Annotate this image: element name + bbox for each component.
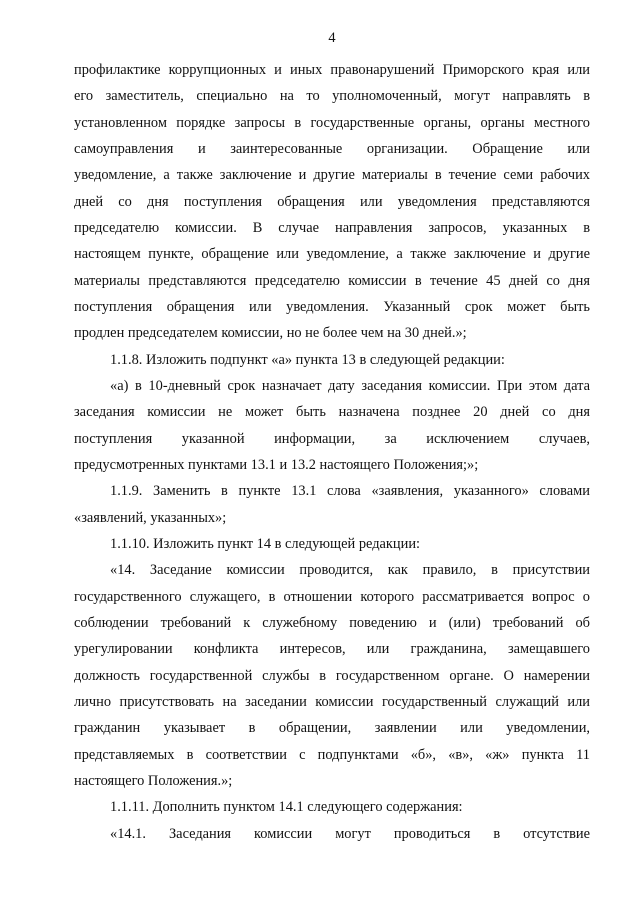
- text-line: «14. Заседание комиссии проводится, как правило, в присутствии: [110, 562, 590, 579]
- text-line: «14.1. Заседания комиссии могут проводиться в отсутствие: [110, 825, 590, 842]
- page-number: 4: [328, 30, 336, 46]
- paragraph-subitem-a: [74, 373, 590, 478]
- text-line: поступления указанной информации, за исключением случаев,: [74, 430, 590, 447]
- text-line: уведомление, а также заключение и другие материалы в течение семи рабочих: [74, 167, 590, 184]
- text-line: 1.1.11. Дополнить пунктом 14.1 следующего содержания:: [110, 799, 463, 816]
- text-line: поступления обращения или уведомления. Указанный срок может быть: [74, 298, 590, 315]
- text-line: «а) в 10-дневный срок назначает дату заседания комиссии. При этом дата: [110, 377, 590, 394]
- text-line: председателю комиссии. В случае направления запросов, указанных в: [74, 219, 590, 236]
- paragraph-1-1-10: [74, 531, 590, 557]
- text-line: государственного служащего, в отношении которого рассматривается вопрос о: [74, 588, 590, 605]
- text-line: урегулировании конфликта интересов, или гражданина, замещавшего: [74, 641, 590, 658]
- text-line: самоуправления и заинтересованные организации. Обращение или: [74, 140, 590, 157]
- paragraph-1-1-8: [74, 347, 590, 373]
- text-line: 1.1.10. Изложить пункт 14 в следующей редакции:: [110, 535, 421, 552]
- paragraph-item-14: [74, 557, 590, 794]
- text-line: профилактике коррупционных и иных правонарушений Приморского края или: [74, 62, 590, 78]
- text-line: 1.1.8. Изложить подпункт «а» пункта 13 в следующей редакции:: [110, 351, 505, 368]
- text-line: должность государственной службы в государственном органе. О намерении: [74, 667, 590, 684]
- document-body: [74, 57, 590, 847]
- text-line: установленном порядке запросы в государственные органы, органы местного: [74, 114, 590, 131]
- text-line: лично присутствовать на заседании комиссии государственный служащий или: [74, 693, 590, 710]
- text-line: материалы представляются председателю комиссии в течение 45 дней со дня: [74, 272, 590, 289]
- text-line: 1.1.9. Заменить в пункте 13.1 слова «заявления, указанного» словами: [110, 483, 590, 500]
- text-line: дней со дня поступления обращения или уведомления представляются: [74, 193, 590, 210]
- text-line: настоящего Положения.»;: [74, 772, 233, 789]
- text-line: заседания комиссии не может быть назначена позднее 20 дней со дня: [74, 404, 590, 421]
- text-line: предусмотренных пунктами 13.1 и 13.2 настоящего Положения;»;: [74, 456, 479, 473]
- text-line: гражданин указывает в обращении, заявлении или уведомлении,: [74, 720, 590, 737]
- paragraph-1-1-9: [74, 478, 590, 531]
- text-line: продлен председателем комиссии, но не более чем на 30 дней.»;: [74, 325, 467, 342]
- paragraph-item-14-1: [74, 821, 590, 847]
- text-line: настоящем пункте, обращение или уведомление, а также заключение и другие: [74, 246, 590, 263]
- paragraph-continuation: [74, 57, 590, 347]
- text-line: «заявлений, указанных»;: [74, 509, 227, 526]
- text-line: соблюдении требований к служебному поведению и (или) требований об: [74, 614, 590, 631]
- text-line: представляемых в соответствии с подпунктами «б», «в», «ж» пункта 11: [74, 746, 590, 763]
- paragraph-1-1-11: [74, 794, 590, 820]
- text-line: его заместитель, специально на то уполномоченный, могут направлять в: [74, 88, 590, 105]
